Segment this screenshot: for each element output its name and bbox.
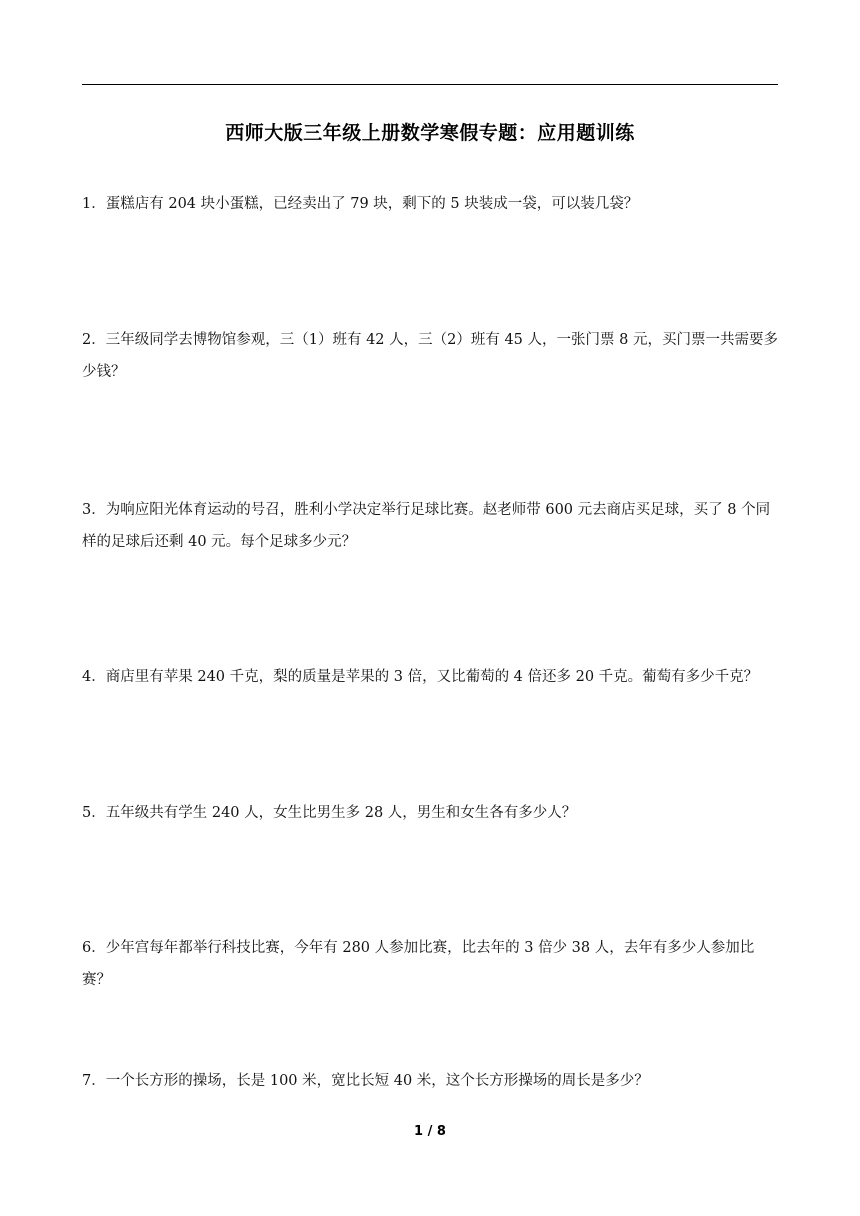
question-1 bbox=[82, 188, 778, 220]
question-5 bbox=[82, 797, 778, 829]
header-rule bbox=[82, 84, 778, 85]
question-3 bbox=[82, 494, 778, 558]
question-number: 5． bbox=[82, 805, 106, 821]
question-number: 6． bbox=[82, 940, 106, 956]
question-number: 7． bbox=[82, 1073, 106, 1089]
question-text: 一个长方形的操场，长是 100 米，宽比长短 40 米，这个长方形操场的周长是多少？ bbox=[105, 1073, 649, 1089]
question-4 bbox=[82, 661, 778, 693]
question-6 bbox=[82, 932, 778, 996]
question-text: 五年级共有学生 240 人，女生比男生多 28 人，男生和女生各有多少人？ bbox=[105, 805, 577, 821]
question-text: 少年宫每年都举行科技比赛，今年有 280 人参加比赛，比去年的 3 倍少 38 人，去年有多少人参加比赛？ bbox=[82, 940, 755, 988]
question-number: 4． bbox=[82, 669, 106, 685]
question-text: 商店里有苹果 240 千克，梨的质量是苹果的 3 倍，又比葡萄的 4 倍还多 20 千克。葡萄有多少千克？ bbox=[105, 669, 759, 685]
question-2 bbox=[82, 324, 778, 388]
question-text: 为响应阳光体育运动的号召，胜利小学决定举行足球比赛。赵老师带 600 元去商店买足球，买了 8 个同样的足球后还剩 40 元。每个足球多少元？ bbox=[82, 502, 771, 550]
question-number: 3． bbox=[82, 502, 106, 518]
page-indicator: 1 / 8 bbox=[414, 1124, 446, 1139]
question-text: 三年级同学去博物馆参观，三（1）班有 42 人，三（2）班有 45 人，一张门票 8 元，买门票一共需要多少钱？ bbox=[82, 332, 778, 380]
question-number: 2． bbox=[82, 332, 106, 348]
page-title: 西师大版三年级上册数学寒假专题：应用题训练 bbox=[225, 122, 635, 144]
question-text: 蛋糕店有 204 块小蛋糕，已经卖出了 79 块，剩下的 5 块装成一袋，可以装几袋？ bbox=[105, 196, 639, 212]
question-7 bbox=[82, 1065, 778, 1097]
question-number: 1． bbox=[82, 196, 106, 212]
